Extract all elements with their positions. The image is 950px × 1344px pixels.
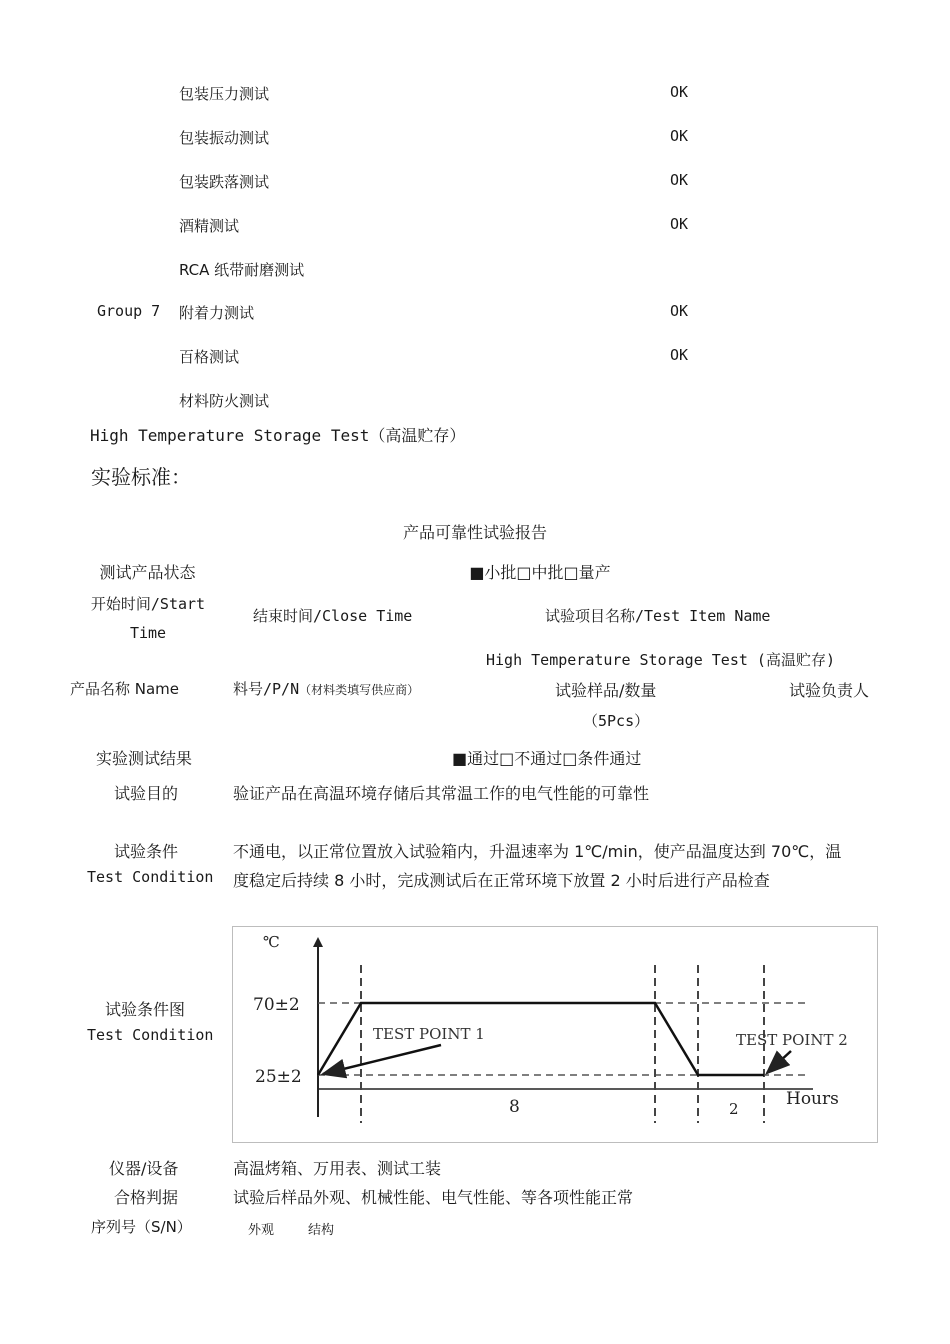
status-value: ■小批□中批□量产	[469, 563, 611, 582]
test-item-label: 试验项目名称/Test Item Name	[545, 607, 771, 625]
test-name: 酒精测试	[179, 217, 240, 235]
segment-label: 8	[509, 1097, 520, 1117]
x-axis-label: Hours	[786, 1089, 839, 1109]
annotation-arrow-2	[767, 1051, 791, 1073]
equipment-label: 仪器/设备	[109, 1159, 179, 1178]
report-title: 产品可靠性试验报告	[402, 523, 547, 542]
diagram-label: 试验条件图	[105, 1000, 186, 1019]
annotation-arrow-1	[323, 1045, 441, 1074]
result-value: ■通过□不通过□条件通过	[452, 749, 642, 768]
test-result: OK	[670, 215, 689, 233]
y-axis-arrow	[313, 937, 323, 947]
test-result: OK	[670, 302, 689, 320]
test-condition-chart	[232, 926, 878, 1143]
test-name: 包装压力测试	[179, 85, 270, 103]
serial-label: 序列号（S/N）	[91, 1218, 192, 1236]
product-name-label: 产品名称 Name	[70, 680, 180, 698]
test-result: OK	[670, 171, 689, 189]
pn-label-text: 料号/P/N	[233, 680, 300, 698]
test-name: 百格测试	[179, 348, 240, 366]
condition-line-1: 不通电，以正常位置放入试验箱内，升温速率为 1℃/min，使产品温度达到 70℃，温	[233, 842, 842, 861]
chart-svg	[233, 927, 877, 1142]
serial-col-structure: 结构	[308, 1223, 335, 1238]
test-name: 附着力测试	[179, 304, 255, 322]
standard-heading: 实验标准：	[91, 465, 191, 489]
close-time-label: 结束时间/Close Time	[253, 607, 413, 625]
result-label: 实验测试结果	[96, 749, 193, 768]
owner-label: 试验负责人	[789, 681, 870, 700]
test-name: 包装跌落测试	[179, 173, 270, 191]
serial-col-appearance: 外观	[248, 1223, 275, 1238]
status-label: 测试产品状态	[99, 563, 196, 582]
condition-label-en: Test Condition	[87, 868, 214, 886]
test-name: RCA 纸带耐磨测试	[179, 261, 305, 279]
test-result: OK	[670, 346, 689, 364]
diagram-label-en: Test Condition	[87, 1026, 214, 1044]
sample-value: （5Pcs）	[583, 712, 650, 730]
pn-label	[233, 678, 419, 699]
test-name: 包装振动测试	[179, 129, 270, 147]
y-tick-label: 70±2	[253, 995, 300, 1015]
criteria-value: 试验后样品外观、机械性能、电气性能、等各项性能正常	[233, 1188, 634, 1207]
segment-label: 2	[729, 1100, 739, 1118]
test-result: OK	[670, 83, 689, 101]
condition-label: 试验条件	[114, 842, 179, 861]
criteria-label: 合格判据	[114, 1188, 179, 1207]
section-title: High Temperature Storage Test（高温贮存）	[90, 426, 466, 445]
annotation-test-point-1: TEST POINT 1	[373, 1025, 485, 1043]
test-name: 材料防火测试	[179, 392, 270, 410]
purpose-label: 试验目的	[114, 784, 179, 803]
pn-note: （材料类填写供应商）	[299, 683, 420, 697]
y-tick-label: 25±2	[255, 1067, 302, 1087]
annotation-test-point-2: TEST POINT 2	[736, 1031, 848, 1049]
sample-label: 试验样品/数量	[555, 681, 657, 700]
condition-line-2: 度稳定后持续 8 小时，完成测试后在正常环境下放置 2 小时后进行产品检查	[233, 871, 770, 890]
equipment-value: 高温烤箱、万用表、测试工装	[233, 1159, 442, 1178]
test-result: OK	[670, 127, 689, 145]
test-item-value: High Temperature Storage Test (高温贮存)	[486, 651, 835, 669]
y-axis-unit: ℃	[263, 933, 280, 951]
purpose-value: 验证产品在高温环境存储后其常温工作的电气性能的可靠性	[233, 784, 650, 803]
group-label: Group 7	[97, 302, 161, 320]
start-time-label: 开始时间/Start Time	[90, 595, 206, 642]
